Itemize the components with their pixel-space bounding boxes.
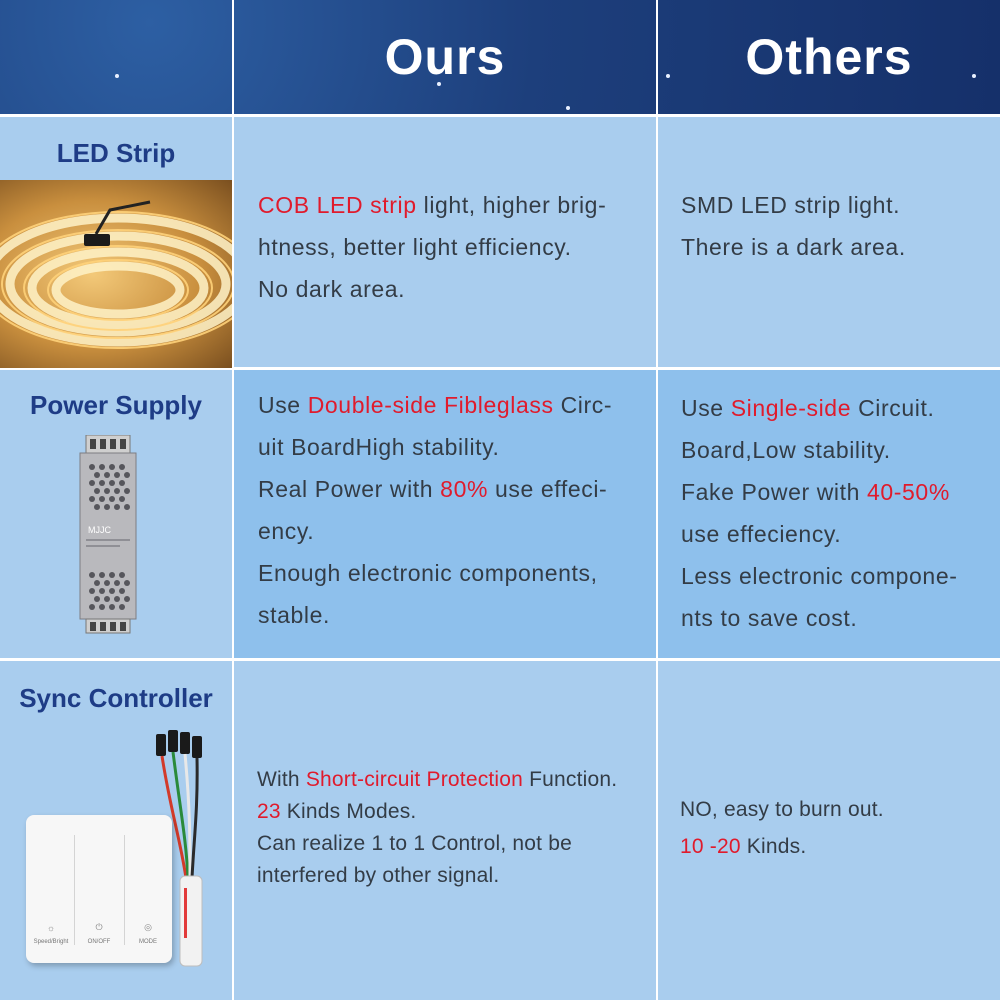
column-divider bbox=[656, 0, 658, 1000]
column-divider bbox=[232, 0, 234, 1000]
psu-brand-label: MJJC bbox=[88, 525, 111, 535]
led-ours-line3: No dark area. bbox=[258, 276, 406, 302]
sync-ours-text bbox=[257, 764, 653, 892]
sync-ours-line4: interfered by other signal. bbox=[257, 864, 500, 887]
psu-others-line6: nts to save cost. bbox=[681, 605, 858, 631]
sun-icon: ☼ bbox=[46, 923, 56, 933]
psu-others-efficiency: 40-50% bbox=[867, 479, 950, 505]
header-ours: Ours bbox=[384, 29, 506, 85]
psu-others-line5: Less electronic compone- bbox=[681, 563, 958, 589]
sync-ours-line2-post: Kinds Modes. bbox=[280, 800, 417, 823]
led-ours-line1: light, higher brig- bbox=[416, 192, 607, 218]
psu-ours-line2: uit BoardHigh stability. bbox=[258, 434, 500, 460]
sync-others-line1: NO, easy to burn out. bbox=[680, 798, 884, 821]
psu-ours-line5: Enough electronic components, bbox=[258, 560, 598, 586]
led-strip-image bbox=[0, 180, 232, 368]
remote-label-onoff: ON/OFF bbox=[87, 939, 111, 945]
sync-others-line2-post: Kinds. bbox=[740, 835, 807, 858]
sync-others-mode-count: 10 -20 bbox=[680, 835, 741, 858]
sync-ours-line1-post: Function. bbox=[523, 768, 618, 791]
led-ours-highlight: COB LED strip bbox=[258, 192, 417, 218]
psu-others-text bbox=[681, 387, 995, 639]
psu-ours-line3-pre: Real Power with bbox=[258, 476, 441, 502]
sync-ours-line1-pre: With bbox=[257, 768, 306, 791]
led-ours-line2: htness, better light efficiency. bbox=[258, 234, 572, 260]
mode-icon: ◎ bbox=[144, 922, 152, 932]
power-icon: ⏻ bbox=[95, 922, 103, 932]
remote-label-speed: Speed/Bright bbox=[33, 939, 69, 945]
led-ours-text bbox=[258, 184, 650, 310]
remote-label-mode: MODE bbox=[139, 939, 157, 945]
sync-ours-mode-count: 23 bbox=[257, 800, 281, 823]
row-label-led-strip: LED Strip bbox=[56, 138, 176, 168]
header-others: Others bbox=[745, 29, 913, 85]
psu-others-line1-post: Circuit. bbox=[851, 395, 935, 421]
remote-divider bbox=[74, 835, 75, 945]
psu-ours-line1-post: Circ- bbox=[553, 392, 613, 418]
led-others-line2: There is a dark area. bbox=[681, 234, 906, 260]
row-divider bbox=[0, 658, 1000, 661]
led-others-text bbox=[681, 184, 991, 268]
row-label-power-supply: Power Supply bbox=[30, 390, 202, 420]
table-header bbox=[0, 0, 1000, 114]
psu-ours-efficiency: 80% bbox=[440, 476, 489, 502]
psu-ours-line3-post: use effeci- bbox=[488, 476, 608, 502]
psu-ours-text bbox=[258, 384, 652, 636]
sync-others-text bbox=[680, 791, 994, 865]
psu-ours-line4: ency. bbox=[258, 518, 315, 544]
psu-ours-highlight: Double-side Fibleglass bbox=[307, 392, 554, 418]
psu-others-line1-pre: Use bbox=[681, 395, 731, 421]
psu-others-line3-pre: Fake Power with bbox=[681, 479, 867, 505]
psu-others-line4: use effeciency. bbox=[681, 521, 842, 547]
psu-others-highlight: Single-side bbox=[730, 395, 852, 421]
sync-ours-highlight: Short-circuit Protection bbox=[305, 768, 524, 791]
led-others-line1: SMD LED strip light. bbox=[681, 192, 901, 218]
sync-ours-line3: Can realize 1 to 1 Control, not be bbox=[257, 832, 572, 855]
row-label-sync-controller: Sync Controller bbox=[19, 683, 213, 713]
wall-remote-image bbox=[26, 815, 172, 963]
psu-ours-line1-pre: Use bbox=[258, 392, 308, 418]
psu-ours-line6: stable. bbox=[258, 602, 330, 628]
power-supply-image bbox=[78, 435, 138, 635]
psu-others-line2: Board,Low stability. bbox=[681, 437, 891, 463]
row-divider bbox=[0, 114, 1000, 117]
